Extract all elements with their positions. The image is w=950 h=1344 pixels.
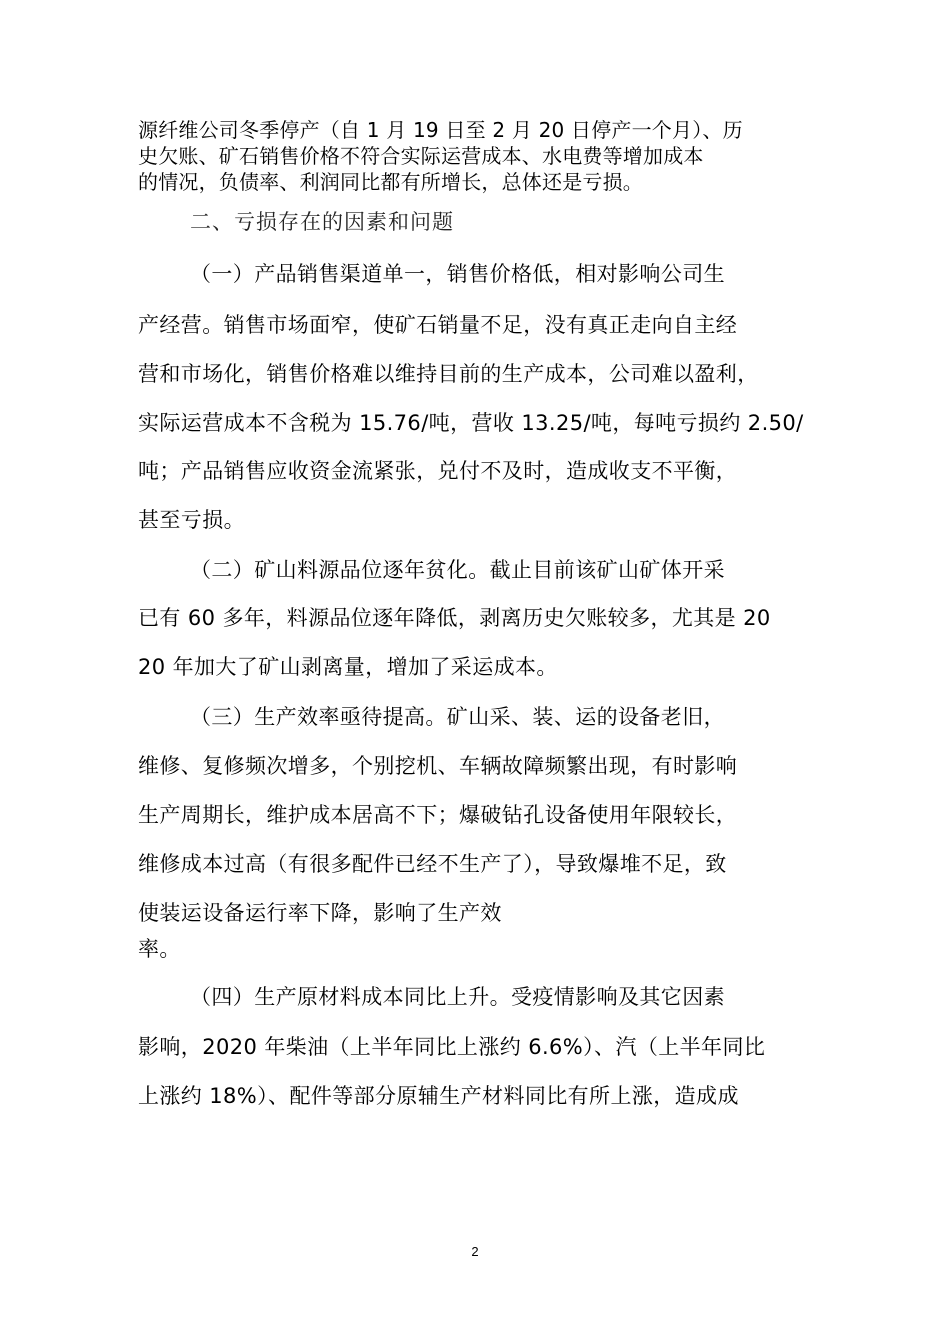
text-line: 使装运设备运行率下降，影响了生产效 xyxy=(138,901,502,925)
text-line: 20 年加大了矿山剥离量，增加了采运成本。 xyxy=(138,655,558,679)
text-line: 生产周期长，维护成本居高不下；爆破钻孔设备使用年限较长， xyxy=(138,803,738,827)
text-line: 上涨约 18%）、配件等部分原辅生产材料同比有所上涨，造成成 xyxy=(138,1084,739,1108)
paragraph-first-line: （三）生产效率亟待提高。矿山采、装、运的设备老旧， xyxy=(190,705,725,729)
text-line: 产经营。销售市场面窄，使矿石销量不足，没有真正走向自主经 xyxy=(138,313,738,337)
text-line: 甚至亏损。 xyxy=(138,508,245,532)
paragraph-first-line: （一）产品销售渠道单一，销售价格低，相对影响公司生 xyxy=(190,262,725,286)
text-line: 影响，2020 年柴油（上半年同比上涨约 6.6%）、汽（上半年同比 xyxy=(138,1035,766,1059)
section-heading: 二、亏损存在的因素和问题 xyxy=(190,210,454,234)
page-number: 2 xyxy=(471,1244,479,1259)
paragraph-first-line: （四）生产原材料成本同比上升。受疫情影响及其它因素 xyxy=(190,985,725,1009)
paragraph-first-line: （二）矿山料源品位逐年贫化。截止目前该矿山矿体开采 xyxy=(190,558,725,582)
text-line: 的情况，负债率、利润同比都有所增长，总体还是亏损。 xyxy=(138,170,643,194)
text-line: 源纤维公司冬季停产（自 1 月 19 日至 2 月 20 日停产一个月）、历 xyxy=(138,118,743,142)
text-line: 史欠账、矿石销售价格不符合实际运营成本、水电费等增加成本 xyxy=(138,144,704,168)
text-line: 维修成本过高（有很多配件已经不生产了），导致爆堆不足，致 xyxy=(138,852,727,876)
text-line: 营和市场化，销售价格难以维持目前的生产成本，公司难以盈利， xyxy=(138,362,759,386)
text-line: 维修、复修频次增多，个别挖机、车辆故障频繁出现，有时影响 xyxy=(138,754,738,778)
text-line: 已有 60 多年，料源品位逐年降低，剥离历史欠账较多，尤其是 20 xyxy=(138,606,771,630)
text-line: 率。 xyxy=(138,937,181,961)
text-line: 实际运营成本不含税为 15.76/吨，营收 13.25/吨，每吨亏损约 2.50/ xyxy=(138,411,804,435)
text-line: 吨；产品销售应收资金流紧张，兑付不及时，造成收支不平衡， xyxy=(138,459,738,483)
